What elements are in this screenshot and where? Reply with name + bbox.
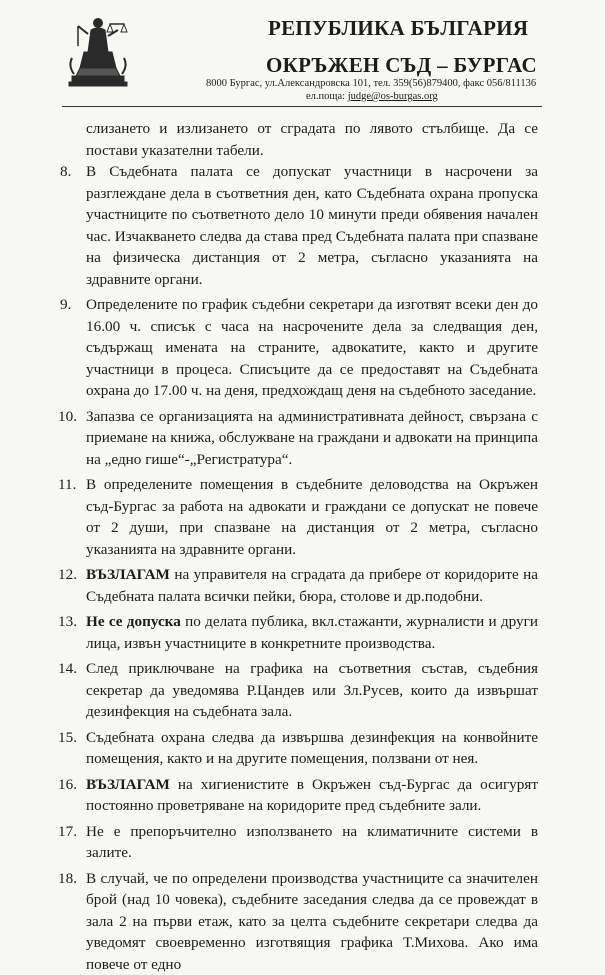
item-text: Запазва се организацията на административната дейност, свързана с приемане на книжа, обслужване на граждани и адвокати на принципа на „едно гише“-„Регистратура“. — [86, 408, 538, 468]
item-number: 18. — [58, 868, 77, 890]
email-link[interactable]: judge@os-burgas.org — [348, 91, 438, 102]
item-text: Съдебната охрана следва да извършва дезинфекция на конвойните помещения, както и на другите помещения, ползвани от нея. — [86, 729, 538, 768]
order-list — [58, 161, 538, 975]
item-keyword: Не се допуска — [86, 613, 181, 630]
list-item — [58, 161, 538, 290]
item-number: 17. — [58, 821, 77, 843]
header-title: РЕПУБЛИКА БЪЛГАРИЯ — [268, 16, 528, 41]
item-text: В определените помещения в съдебните деловодства на Окръжен съд-Бургас за работа на адвокати и граждани се допускат не повече от 2 души, при спазване на дистанция от 2 метра, съгласно указанията на здравните органи. — [86, 476, 538, 558]
continuation-paragraph: слизането и излизането от сградата по лявото стълбище. Да се постави указателни табели. — [58, 118, 538, 161]
item-text: на хигиенистите в Окръжен съд-Бургас да осигурят постоянно проветряване на коридорите пред съдебните зали. — [86, 776, 538, 815]
court-address: 8000 Бургас, ул.Александровска 101, тел. 359(56)879400, факс 056/811136 — [206, 78, 536, 89]
item-keyword: ВЪЗЛАГАМ — [86, 776, 170, 793]
item-number: 11. — [58, 474, 76, 496]
court-email-line — [306, 91, 438, 102]
email-label: ел.поща: — [306, 91, 348, 102]
item-text: Не е препоръчително използването на климатичните системи в залите. — [86, 823, 538, 862]
item-text: по делата публика, вкл.стажанти, журналисти и други лица, извън участниците в конкретните производства. — [86, 613, 538, 652]
list-item — [58, 294, 538, 402]
item-text: на управителя на сградата да прибере от коридорите на Съдебната палата всички пейки, бюра, столове и др.подобни. — [86, 566, 538, 605]
item-number: 14. — [58, 658, 77, 680]
item-number: 13. — [58, 611, 77, 633]
list-item — [58, 406, 538, 471]
item-number: 9. — [60, 294, 71, 316]
list-item — [58, 774, 538, 817]
list-item — [58, 564, 538, 607]
item-number: 16. — [58, 774, 77, 796]
item-number: 12. — [58, 564, 77, 586]
list-item — [58, 658, 538, 723]
item-number: 10. — [58, 406, 77, 428]
list-item — [58, 821, 538, 864]
court-name: ОКРЪЖЕН СЪД – БУРГАС — [266, 53, 537, 78]
item-number: 8. — [60, 161, 71, 183]
list-item — [58, 474, 538, 560]
list-item — [58, 868, 538, 975]
item-text: Определените по график съдебни секретари да изготвят всеки ден до 16.00 ч. списък с часа на насрочените дела за следващия ден, съдържащ имената на страните, адвокатите, както и другите участници в процеса. Списъците да се предоставят на Съдебната охрана до 17.00 ч. на деня, предхождащ деня на съдебното заседание. — [86, 296, 538, 399]
justice-statue-icon — [66, 14, 130, 88]
item-text: В случай, че по определени производства участниците са значителен брой (над 10 човека), съдебните заседания следва да се провеждат в зала 2 на първи етаж, като за целта съдебните секретари следва да уведомят своевременно изготвящия графика Т.Михова. Ако има повече от едно — [86, 870, 538, 973]
item-keyword: ВЪЗЛАГАМ — [86, 566, 170, 583]
list-item — [58, 611, 538, 654]
item-number: 15. — [58, 727, 77, 749]
item-text: След приключване на графика на съответния състав, съдебния секретар да уведомява Р.Цандев или Зл.Русев, които да извършат дезинфекция на съдебната зала. — [86, 660, 538, 720]
list-item — [58, 727, 538, 770]
header-divider — [62, 106, 542, 107]
document-body — [58, 118, 538, 975]
item-text: В Съдебната палата се допускат участници в насрочени за разглеждане дела в съответния ден, като Съдебната охрана пропуска участниците по съответното дело 10 минути преди обявения начален час. Изчакването следва да става пред Съдебната палата при спазване на физическа дистанция от 2 метра, съгласно указанията на здравните органи. — [86, 163, 538, 288]
